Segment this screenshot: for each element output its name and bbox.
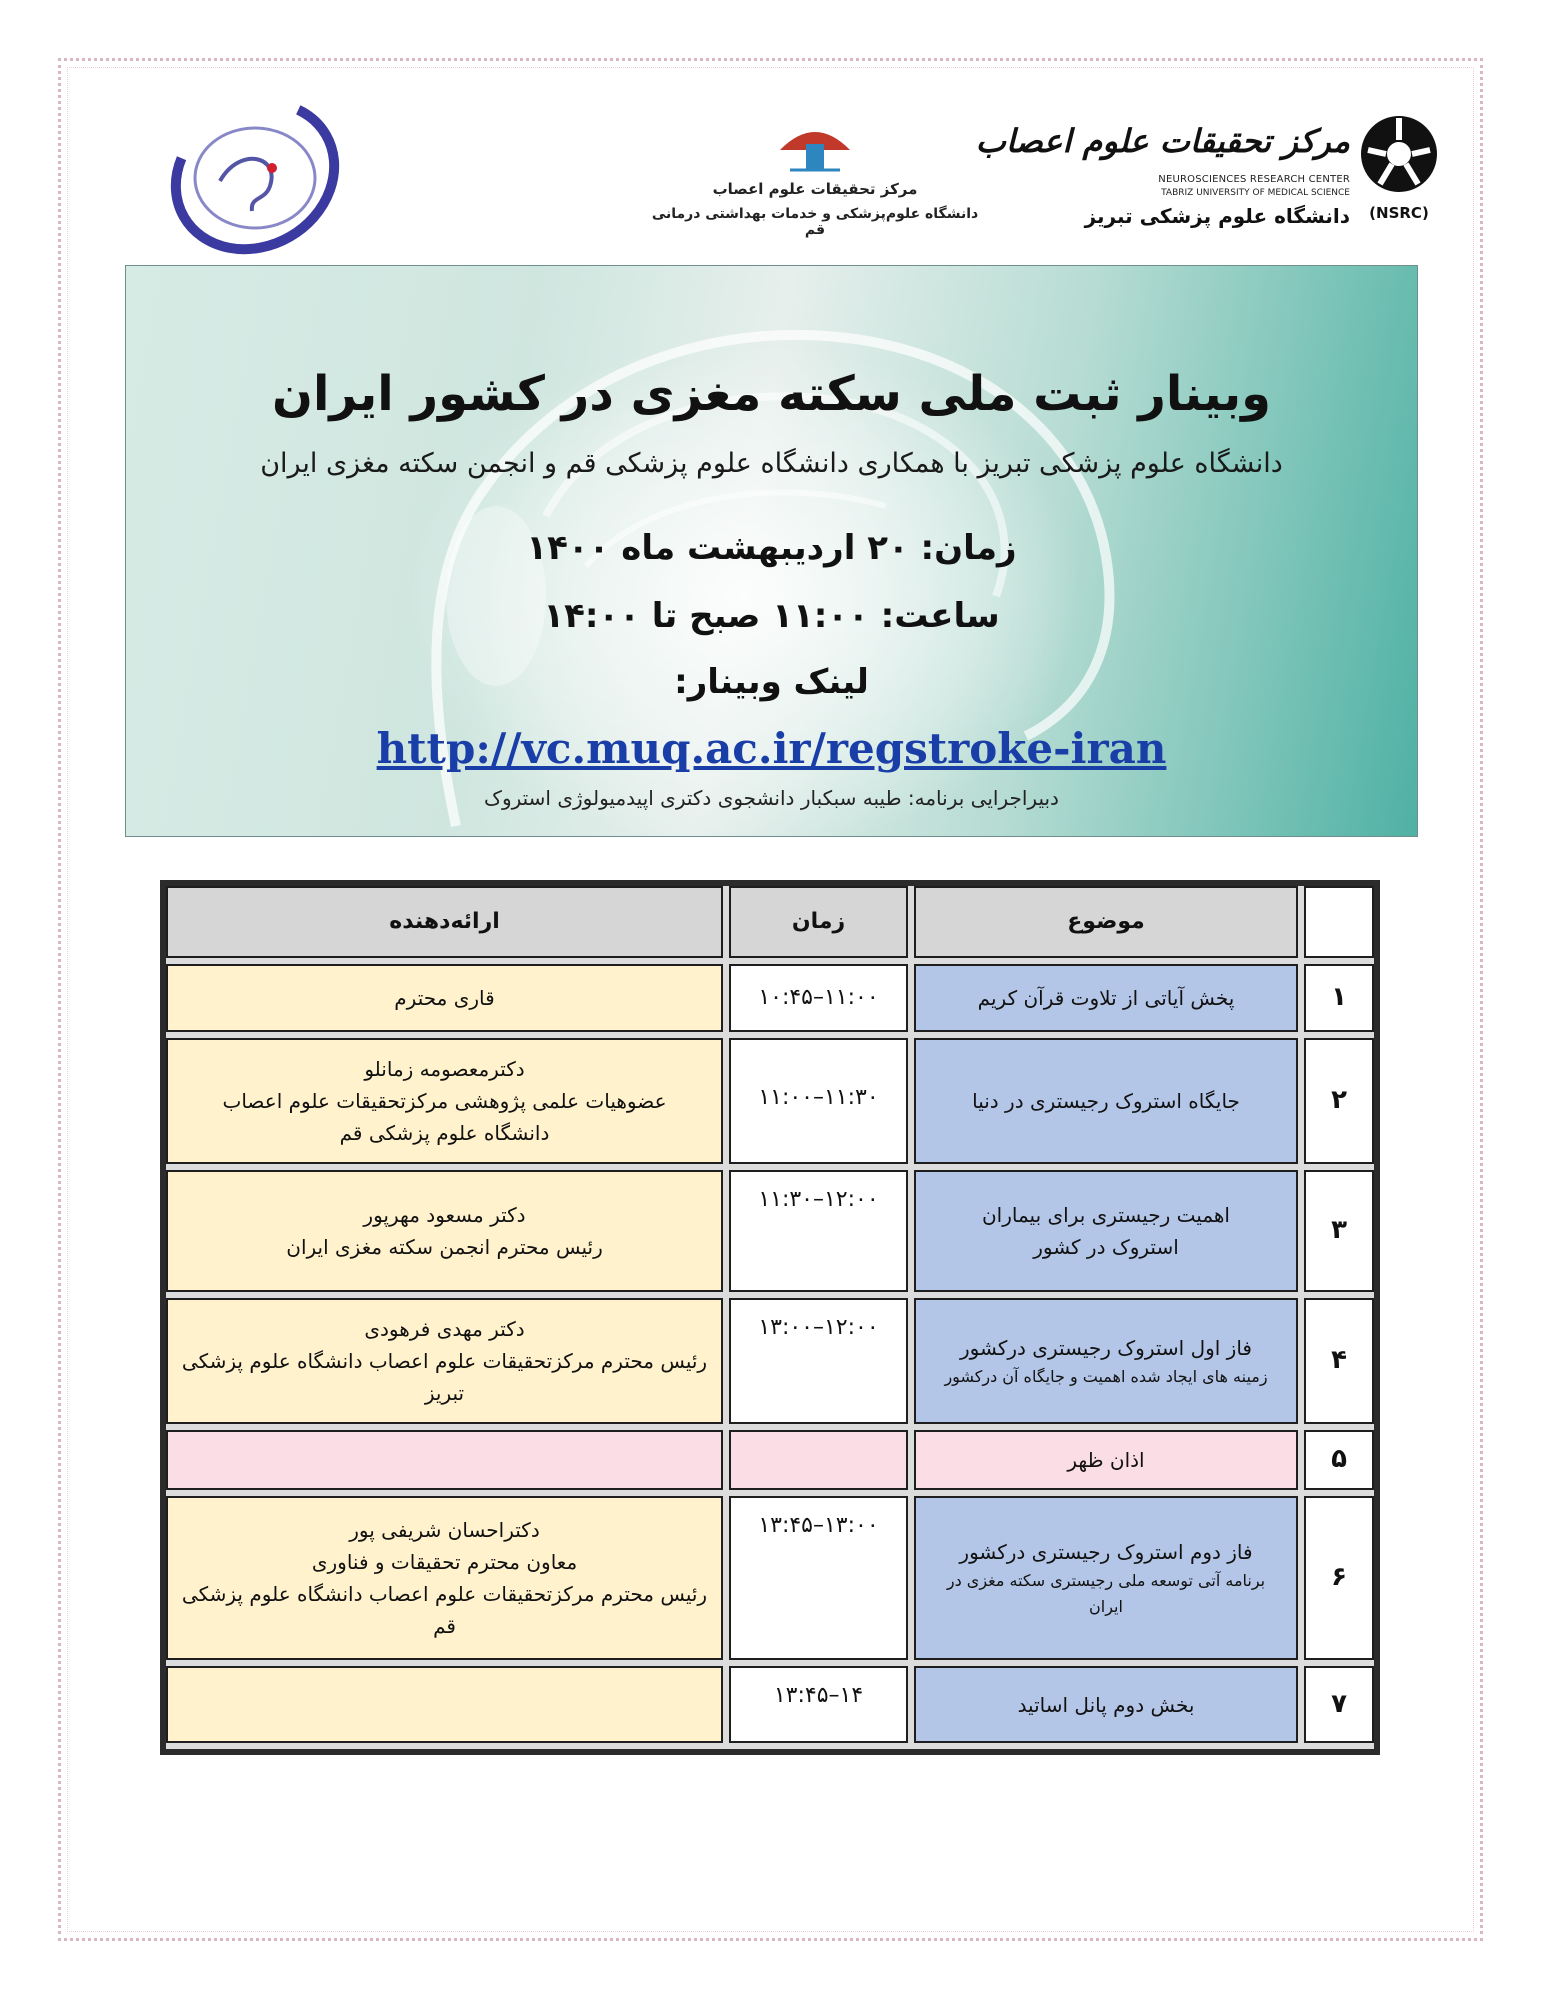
row-topic [914, 1170, 1298, 1292]
qom-neuroscience-logo [650, 120, 980, 240]
qom-university-name: دانشگاه علوم‌پزشکی و خدمات بهداشتی درمانی قم [651, 206, 979, 238]
row-time [729, 1430, 908, 1490]
nsrc-university-en: TABRIZ UNIVERSITY OF MEDICAL SCIENCE [1161, 188, 1350, 198]
row-topic [914, 1496, 1298, 1660]
row-number: ۲ [1304, 1038, 1374, 1164]
topic-text: پخش آیاتی از تلاوت قرآن کریم [977, 986, 1235, 1010]
nsrc-emblem-label: (NSRC) [1369, 204, 1429, 222]
row-time: ۱۱:۰۰–۱۱:۳۰ [729, 1038, 908, 1164]
webinar-link-label: لینک وبینار: [674, 662, 869, 702]
schedule-table [160, 880, 1380, 1755]
presenter-line: معاون محترم تحقیقات و فناوری [311, 1550, 578, 1574]
nsrc-title-en: NEUROSCIENCES RESEARCH CENTER [1158, 174, 1350, 185]
qom-emblem-icon [770, 120, 860, 176]
header-topic: موضوع [914, 886, 1298, 958]
row-topic [914, 964, 1298, 1032]
nsrc-title-fa: مرکز تحقیقات علوم اعصاب [975, 122, 1350, 160]
presenter-line: قاری محترم [394, 986, 495, 1010]
webinar-banner [125, 265, 1418, 837]
tabriz-nsrc-logo [975, 110, 1440, 250]
presenter-line: رئیس محترم مرکزتحقیقات علوم اعصاب دانشگاه علوم پزشکی [181, 1582, 708, 1606]
row-presenter [166, 964, 723, 1032]
row-number: ۶ [1304, 1496, 1374, 1660]
topic-text: فاز دوم استروک رجیستری درکشور [959, 1540, 1253, 1565]
row-time: ۱۳:۰۰–۱۲:۰۰ [729, 1298, 908, 1424]
webinar-link[interactable]: http://vc.muq.ac.ir/regstroke-iran [376, 724, 1167, 773]
webinar-date: زمان: ۲۰ اردیبهشت ماه ۱۴۰۰ [526, 528, 1017, 568]
logo-row [120, 90, 1440, 260]
presenter-line: دکتر مسعود مهرپور [363, 1203, 526, 1227]
presenter-line: عضوهیات علمی پژوهشی مرکزتحقیقات علوم اعصاب [222, 1089, 667, 1113]
row-topic [914, 1038, 1298, 1164]
row-topic [914, 1298, 1298, 1424]
nsrc-university-fa: دانشگاه علوم پزشکی تبریز [1084, 204, 1350, 228]
topic-text: بخش دوم پانل اساتید [1017, 1692, 1195, 1717]
header-time: زمان [729, 886, 908, 958]
row-time: ۱۰:۴۵–۱۱:۰۰ [729, 964, 908, 1032]
row-number: ۳ [1304, 1170, 1374, 1292]
row-presenter [166, 1170, 723, 1292]
header-presenter: ارائه‌دهنده [166, 886, 723, 958]
presenter-line: رئیس محترم انجمن سکته مغزی ایران [286, 1235, 603, 1259]
presenter-line: قم [433, 1614, 456, 1638]
row-number: ۱ [1304, 964, 1374, 1032]
row-presenter [166, 1298, 723, 1424]
topic-text: فاز اول استروک رجیستری درکشور [960, 1336, 1252, 1361]
row-presenter [166, 1666, 723, 1743]
row-number: ۴ [1304, 1298, 1374, 1424]
row-number: ۷ [1304, 1666, 1374, 1743]
row-presenter [166, 1430, 723, 1490]
nsrc-emblem-icon [1358, 110, 1440, 230]
webinar-time: ساعت: ۱۱:۰۰ صبح تا ۱۴:۰۰ [543, 596, 1000, 636]
row-topic [914, 1430, 1298, 1490]
presenter-line: دکتراحسان شریفی پور [349, 1518, 540, 1542]
row-time: ۱۳:۴۵–۱۴ [729, 1666, 908, 1743]
presenter-line: دکترمعصومه زمانلو [364, 1057, 525, 1081]
header-number [1304, 886, 1374, 958]
qom-center-name: مرکز تحقیقات علوم اعصاب [712, 180, 918, 198]
topic-text: جایگاه استروک رجیستری در دنیا [972, 1089, 1240, 1113]
topic-text: اذان ظهر [1067, 1448, 1145, 1472]
webinar-executive: دبیراجرایی برنامه: طیبه سبکبار دانشجوی دکتری اپیدمیولوژی استروک [484, 786, 1059, 810]
presenter-line: دکتر مهدی فرهودی [364, 1317, 525, 1341]
topic-subtext: برنامه آتی توسعه ملی رجیستری سکته مغزی در ایران [946, 1571, 1266, 1616]
row-time: ۱۳:۴۵–۱۳:۰۰ [729, 1496, 908, 1660]
presenter-line: تبریز [424, 1381, 465, 1405]
iranian-stroke-organization-logo [160, 96, 350, 256]
row-presenter [166, 1496, 723, 1660]
row-time: ۱۱:۳۰–۱۲:۰۰ [729, 1170, 908, 1292]
presenter-line: رئیس محترم مرکزتحقیقات علوم اعصاب دانشگاه علوم پزشکی [181, 1349, 708, 1373]
row-topic [914, 1666, 1298, 1743]
webinar-organizers: دانشگاه علوم پزشکی تبریز با همکاری دانشگاه علوم پزشکی قم و انجمن سکته مغزی ایران [260, 448, 1283, 479]
row-presenter [166, 1038, 723, 1164]
row-number: ۵ [1304, 1430, 1374, 1490]
topic-subtext: زمینه های ایجاد شده اهمیت و جایگاه آن درکشور [944, 1367, 1268, 1387]
topic-text: اهمیت رجیستری برای بیماران استروک در کشور [981, 1203, 1230, 1259]
webinar-title: وبینار ثبت ملی سکته مغزی در کشور ایران [272, 366, 1271, 422]
presenter-line: دانشگاه علوم پزشکی قم [339, 1121, 550, 1145]
